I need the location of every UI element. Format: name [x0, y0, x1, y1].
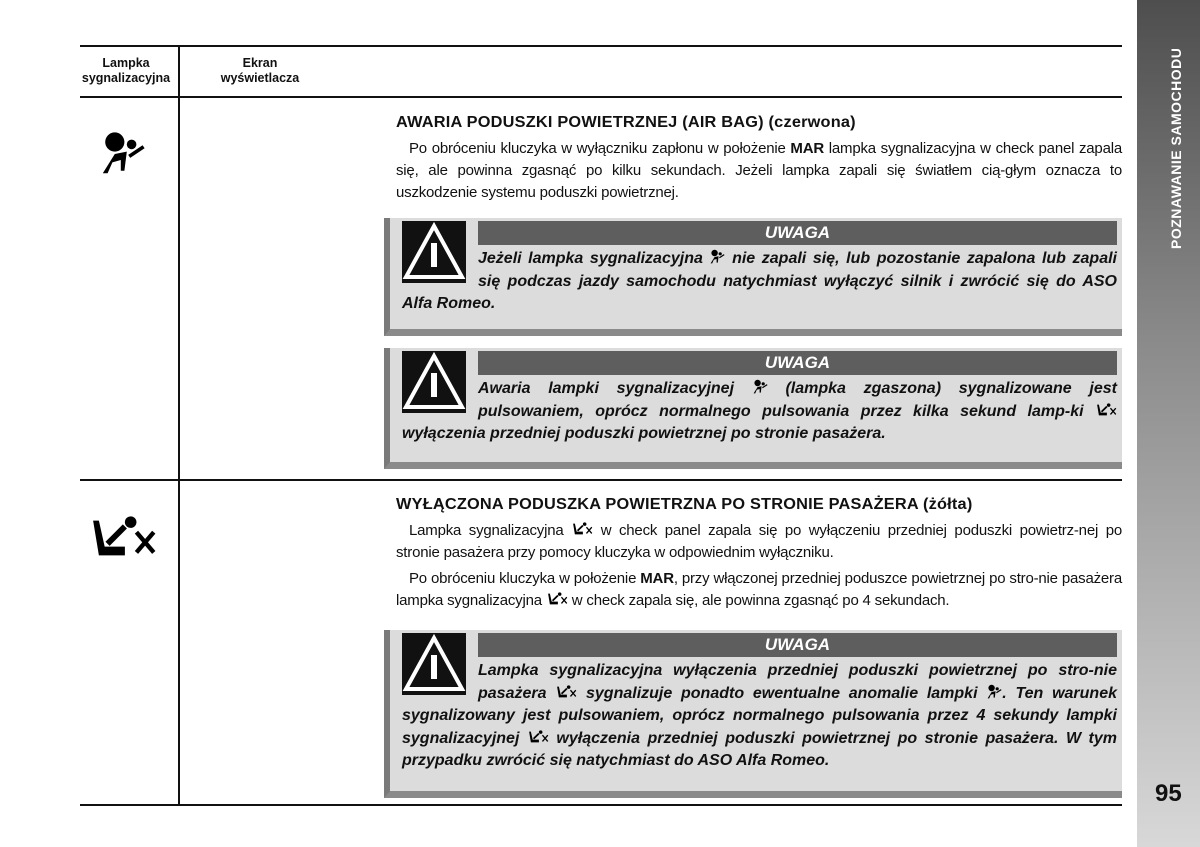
warning-triangle-icon	[402, 633, 466, 695]
airbag-warning-icon	[986, 684, 1002, 700]
warning-heading: UWAGA	[478, 351, 1117, 375]
passenger-airbag-off-icon	[527, 729, 549, 745]
warning-box	[384, 348, 1122, 469]
section-title: AWARIA PODUSZKI POWIETRZNEJ (AIR BAG) (czerwona)	[396, 114, 856, 131]
warning-heading: UWAGA	[478, 221, 1117, 245]
passenger-airbag-off-icon	[86, 512, 158, 564]
table-bottom-rule	[80, 804, 1122, 806]
page-number: 95	[1155, 780, 1182, 807]
warning-text: Lampka sygnalizacyjna wyłączenia przedniej poduszki powietrznej po stro-nie pasażera sygnalizuje ponadto ewentualne anomalie lampki . Ten warunek sygnalizowany jest pulsowaniem, oprócz normalnego pulsowania przez 4 sekundy lampki sygnalizacyjnej wyłączenia przedniej poduszki powietrznej po stronie pasażera. W tym przypadku zwrócić się natychmiast do ASO Alfa Romeo.	[402, 662, 1117, 769]
warning-text: Jeżeli lampka sygnalizacyjna nie zapali się, lub pozostanie zapalona lub zapali się podczas jazdy samochodu natychmiast wyłączyć silnik i zwrócić się do ASO Alfa Romeo.	[402, 250, 1117, 312]
warning-icon-holder	[402, 633, 478, 705]
row-divider	[80, 479, 1122, 481]
table-top-rule	[80, 45, 1122, 47]
airbag-warning-icon	[709, 249, 725, 265]
table-header-rule	[80, 96, 1122, 98]
warning-triangle-icon	[402, 221, 466, 283]
warning-icon-holder	[402, 351, 478, 423]
airbag-warning-icon	[98, 130, 146, 178]
column-divider	[178, 45, 180, 806]
passenger-airbag-off-icon	[546, 591, 568, 607]
warning-box	[384, 630, 1122, 798]
column-header-lamp: Lampka sygnalizacyjna	[81, 56, 171, 85]
warning-triangle-icon	[402, 351, 466, 413]
section-passenger-airbag-off	[396, 496, 1122, 612]
paragraph: Lampka sygnalizacyjna w check panel zapala się po wyłączeniu przedniej poduszki powietrz-nej po stronie pasażera przy pomocy kluczyka w odpowiednim wyłączniku.	[396, 522, 1122, 561]
section-airbag-fault	[396, 114, 1122, 204]
paragraph: Po obróceniu kluczyka w wyłączniku zapłonu w położenie MAR lampka sygnalizacyjna w check panel zapala się, ale powinna zgasnąć po kilku sekundach. Jeżeli lampka zapali się światłem cią-głym oznacza to uszkodzenie systemu poduszki powietrznej.	[396, 140, 1122, 201]
airbag-warning-icon	[752, 379, 768, 395]
section-tab-label: POZNAWANIE SAMOCHODU	[1168, 48, 1184, 250]
section-title: WYŁĄCZONA PODUSZKA POWIETRZNA PO STRONIE PASAŻERA (żółta)	[396, 496, 973, 513]
warning-icon-holder	[402, 221, 478, 293]
warning-heading: UWAGA	[478, 633, 1117, 657]
column-header-display: Ekran wyświetlacza	[220, 56, 300, 85]
warning-box	[384, 218, 1122, 336]
passenger-airbag-off-icon	[555, 684, 577, 700]
warning-text: Awaria lampki sygnalizacyjnej (lampka zgaszona) sygnalizowane jest pulsowaniem, oprócz normalnego pulsowania przez kilka sekund lamp-ki wyłączenia przedniej poduszki powietrznej po stronie pasażera.	[402, 380, 1117, 442]
passenger-airbag-off-icon	[1095, 402, 1117, 418]
passenger-airbag-off-icon	[571, 521, 593, 537]
paragraph: Po obróceniu kluczyka w położenie MAR, przy włączonej przedniej poduszce powietrznej po stro-nie pasażera lampka sygnalizacyjna w check zapala się, ale powinna zgasnąć po 4 sekundach.	[396, 570, 1122, 609]
